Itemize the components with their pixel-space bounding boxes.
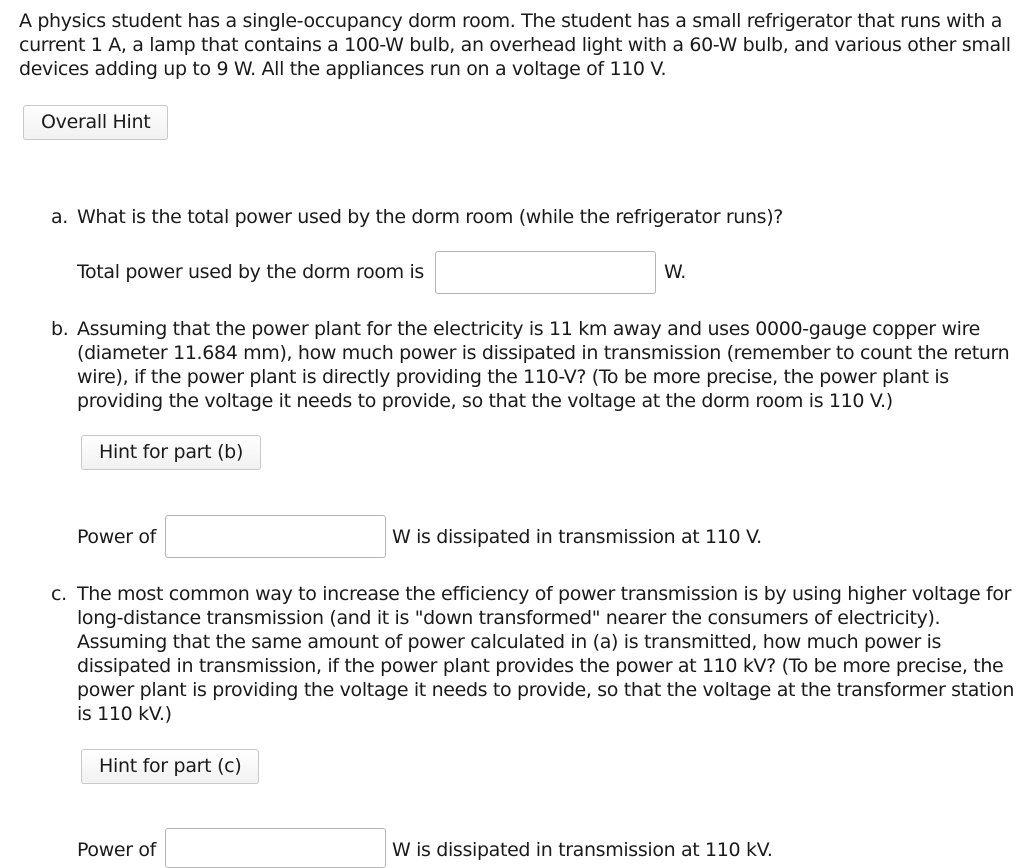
transmission-loss-110kv-input[interactable] [165, 828, 386, 868]
part-c-label: c. [51, 583, 67, 605]
part-b-label: b. [51, 318, 69, 340]
part-c-suffix: W is dissipated in transmission at 110 kV. [392, 839, 773, 861]
part-a-question: What is the total power used by the dorm room (while the refrigerator runs)? [77, 206, 784, 228]
overall-hint-button[interactable]: Overall Hint [23, 105, 168, 140]
hint-part-c-button[interactable]: Hint for part (c) [81, 749, 259, 784]
part-a-prefix: Total power used by the dorm room is [77, 261, 424, 283]
total-power-input[interactable] [435, 251, 656, 294]
part-b-suffix: W is dissipated in transmission at 110 V. [392, 526, 762, 548]
hint-part-b-button[interactable]: Hint for part (b) [81, 435, 261, 470]
transmission-loss-110v-input[interactable] [165, 515, 386, 558]
part-c-prefix: Power of [77, 839, 156, 861]
part-b-question: Assuming that the power plant for the electricity is 11 km away and uses 0000-gauge copper wire (diameter 11.684 mm), how much power is dissipated in transmission (remember to count the return wire), if the power plant is directly providing the 110-V? (To be more precise, the power plant is providing the voltage it needs to provide, so that the voltage at the dorm room is 110 V.) [77, 318, 1010, 412]
part-a-suffix: W. [664, 261, 686, 283]
part-a-label: a. [51, 206, 68, 228]
part-b-prefix: Power of [77, 526, 156, 548]
part-c-question: The most common way to increase the efficiency of power transmission is by using higher voltage for long-distance transmission (and it is "down transformed" nearer the consumers of electricity). Assuming that the same amount of power calculated in (a) is transmitted, how much power is dissipated in transmission, if the power plant provides the power at 110 kV? (To be more precise, the power plant is providing the voltage it needs to provide, so that the voltage at the transformer station is 110 kV.) [77, 583, 1015, 725]
problem-intro: A physics student has a single-occupancy dorm room. The student has a small refrigerator that runs with a current 1 A, a lamp that contains a 100-W bulb, an overhead light with a 60-W bulb, and various other small devices adding up to 9 W. All the appliances run on a voltage of 110 V. [19, 10, 1011, 80]
